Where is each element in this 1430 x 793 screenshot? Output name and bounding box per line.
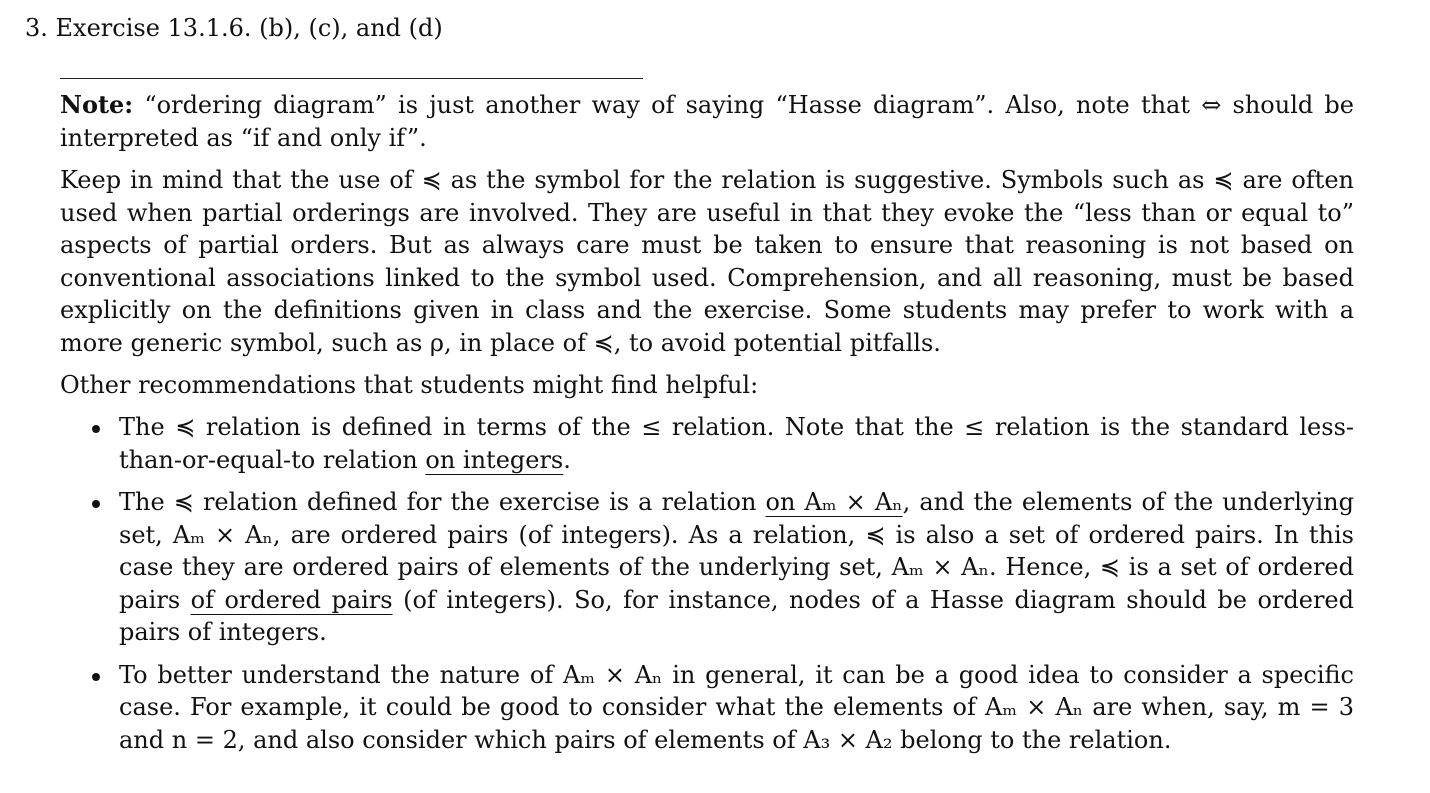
horizontal-rule <box>60 78 643 79</box>
bullet3-text: To better understand the nature of Aₘ × Aₙ in general, it can be a good idea to consider a specific case. For example, it could be good to consider what the elements of Aₘ × Aₙ are when, say, m = 3 and n = 2, and also consider which pairs of elements of A₃ × A₂ belong to the relation. <box>119 660 1354 754</box>
bullet2-end: (of integers). So, for instance, nodes of a Hasse diagram should be ordered pairs of integers. <box>119 585 1354 646</box>
exercise-heading: 3. Exercise 13.1.6. (b), (c), and (d) <box>25 14 443 42</box>
recommendations-intro: Other recommendations that students might find helpful: <box>60 371 759 399</box>
note-label: Note: <box>60 90 134 119</box>
bullet1-end: . <box>563 445 571 474</box>
list-item <box>60 486 1354 649</box>
list-item <box>60 411 1354 476</box>
bullet2-middle: , and the elements of the underlying set, Aₘ × Aₙ, are ordered pairs (of integers). As a relation, ≼ is also a set of ordered pairs. In this case they are ordered pairs of elements of the underlying set, Aₘ × Aₙ. Hence, ≼ is a set of ordered pairs <box>119 488 1354 614</box>
note-text: “ordering diagram” is just another way of saying “Hasse diagram”. Also, note that ⇔ should be interpreted as “if and only if”. <box>60 91 1354 152</box>
keep-in-mind-paragraph: Keep in mind that the use of ≼ as the symbol for the relation is suggestive. Symbols such as ≼ are often used when partial orderings are involved. They are useful in that they evoke the “less than or equal to” aspects of partial orders. But as always care must be taken to ensure that reasoning is not based on conventional associations linked to the symbol used. Comprehension, and all reasoning, must be based explicitly on the definitions given in class and the exercise. Some students may prefer to work with a more generic symbol, such as ρ, in place of ≼, to avoid potential pitfalls. <box>60 166 1354 357</box>
bullet1-text: The ≼ relation is defined in terms of the ≤ relation. Note that the ≤ relation is the standard less-than-or-equal-to relation <box>119 413 1354 474</box>
underlined-phrase: on Aₘ × Aₙ <box>765 488 903 516</box>
recommendations-list <box>60 411 1354 766</box>
bullet2-text: The ≼ relation defined for the exercise is a relation <box>119 488 766 516</box>
underlined-phrase: of ordered pairs <box>190 585 393 614</box>
list-item <box>60 659 1354 757</box>
note-paragraph <box>60 89 1354 154</box>
underlined-phrase: on integers <box>425 445 564 474</box>
